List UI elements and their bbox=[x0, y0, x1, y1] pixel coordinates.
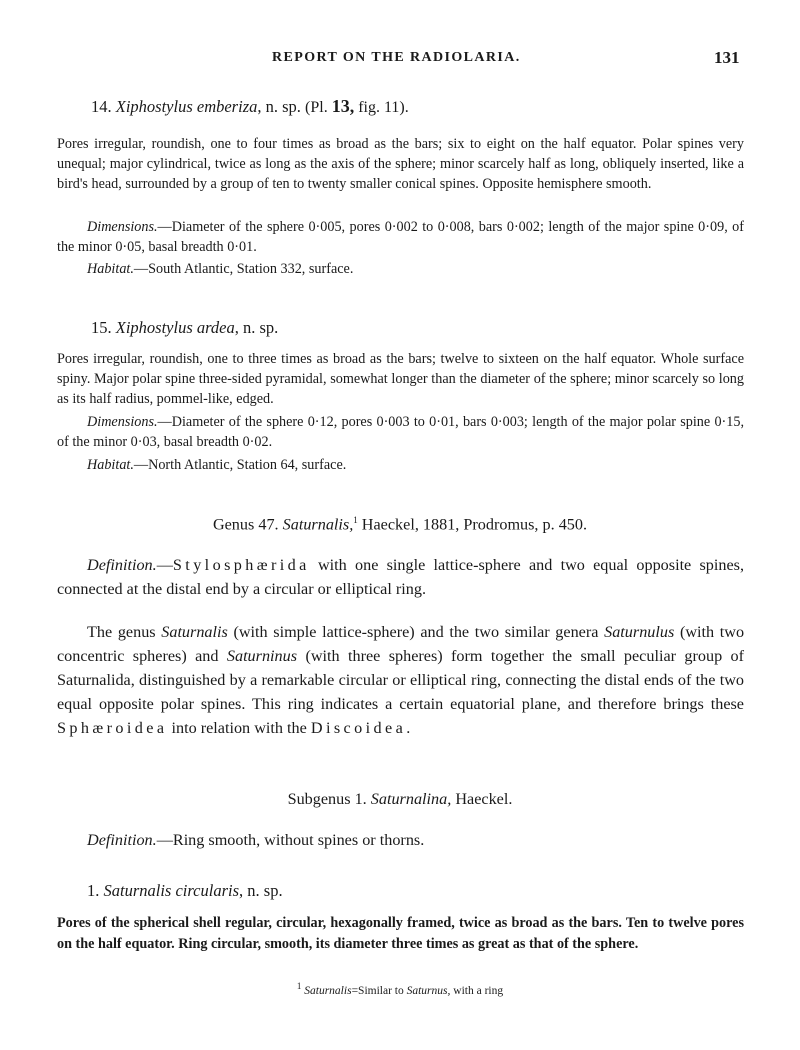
genus-ref-saturnulus: Saturnulus bbox=[604, 623, 675, 641]
genus-ref-saturnalis: Saturnalis bbox=[161, 623, 228, 641]
genus-authority: Haeckel, 1881, Prodromus, p. 450. bbox=[361, 515, 588, 534]
species-15-dimensions: Dimensions.—Diameter of the sphere 0·12, pores 0·003 to 0·01, bars 0·003; length of the major polar spine 0·15, of the minor 0·03, basal breadth 0·02. bbox=[57, 414, 744, 450]
species-name: Xiphostylus ardea bbox=[115, 318, 235, 337]
footnote-compare: Saturnus, bbox=[406, 984, 451, 997]
group-ref-sphaeroidea: Sphæroidea bbox=[57, 719, 168, 737]
species-15-habitat: Habitat.—North Atlantic, Station 64, surface. bbox=[87, 457, 347, 473]
dimensions-label: Dimensions. bbox=[87, 219, 158, 235]
genus-name: Saturnalis, bbox=[282, 515, 354, 534]
subgenus-prefix: Subgenus 1. bbox=[287, 790, 367, 808]
subgenus-1-heading bbox=[0, 790, 800, 809]
group-ref-discoidea: Discoidea bbox=[310, 719, 407, 737]
definition-text: with one single lattice-sphere and two equal opposite spines, connected at the distal end by a circular or elliptical ring. bbox=[57, 556, 745, 598]
species-14-description: Pores irregular, roundish, one to four times as broad as the bars; six to eight on the half equator. Polar spines very unequal; major cylindrical, twice as long as the axis of the sphere; minor scarcely half as long, obliquely inserted, like a bird's head, surrounded by a group of ten to twenty smaller conical spines. Opposite hemisphere smooth. bbox=[57, 136, 744, 192]
species-15-description: Pores irregular, roundish, one to three times as broad as the bars; twelve to sixteen on the half equator. Whole surface spiny. Major polar spine three-sided pyramidal, somewhat longer than the diameter of the sphere; minor scarcely so long as its half radius, pommel-like, edged. bbox=[57, 351, 744, 407]
definition-text: Ring smooth, without spines or thorns. bbox=[172, 831, 425, 849]
species-suffix: , n. sp. bbox=[257, 97, 301, 116]
species-14-dimensions: Dimensions.—Diameter of the sphere 0·005, pores 0·002 to 0·008, bars 0·002; length of the major spine 0·09, of the minor 0·05, basal breadth 0·01. bbox=[57, 219, 744, 255]
running-title: REPORT ON THE RADIOLARIA. bbox=[272, 50, 521, 65]
subgenus-name: Saturnalina, bbox=[370, 790, 452, 808]
page-number: 131 bbox=[714, 48, 740, 67]
genus-47-paragraph: The genus Saturnalis (with simple lattice-sphere) and the two similar genera Saturnulus (with two concentric spheres) and Saturninus (with three spheres) form together the small peculiar group of Saturnalida, distinguished by a remarkable circular or elliptical ring, connecting the distal ends of the two equal opposite polar spines. This ring indicates a certain equatorial plane, and therefore brings these Sphæroidea into relation with the Discoidea. bbox=[57, 623, 745, 737]
plate-reference: (Pl. 13, fig. 11). bbox=[305, 96, 409, 116]
habitat-label: Habitat. bbox=[87, 261, 134, 277]
running-head bbox=[0, 48, 800, 72]
dimensions-label: Dimensions. bbox=[87, 414, 158, 430]
subgenus-authority: Haeckel. bbox=[455, 790, 513, 808]
species-number: 1. bbox=[87, 881, 100, 900]
genus-47-heading bbox=[0, 515, 800, 534]
genus-prefix: Genus 47. bbox=[212, 515, 279, 534]
species-1-description: Pores of the spherical shell regular, circular, hexagonally framed, twice as broad as the bars. Ten to twelve pores on the half equator. Ring circular, smooth, its diameter three times as great as that of the sphere. bbox=[57, 915, 744, 952]
footnote-mark: 1 bbox=[296, 981, 302, 991]
species-name: Xiphostylus emberiza bbox=[115, 97, 258, 116]
definition-label: Definition. bbox=[87, 556, 157, 574]
species-14-heading bbox=[91, 96, 409, 117]
habitat-text: South Atlantic, Station 332, surface. bbox=[148, 261, 354, 277]
definition-label: Definition. bbox=[87, 831, 157, 849]
species-number: 15. bbox=[91, 318, 112, 337]
genus-47-definition: Definition.—Stylosphærida with one single lattice-sphere and two equal opposite spines, connected at the distal end by a circular or elliptical ring. bbox=[57, 556, 745, 598]
species-suffix: , n. sp. bbox=[239, 881, 283, 900]
dimensions-text: Diameter of the sphere 0·12, pores 0·003 to 0·01, bars 0·003; length of the major polar spine 0·15, of the minor 0·03, basal breadth 0·02. bbox=[57, 414, 744, 450]
genus-ref-saturninus: Saturninus bbox=[226, 647, 298, 665]
species-1-heading bbox=[87, 881, 283, 901]
species-15-heading bbox=[91, 318, 278, 338]
subgenus-1-definition: Definition.—Ring smooth, without spines or thorns. bbox=[87, 831, 425, 849]
species-suffix: , n. sp. bbox=[234, 318, 279, 337]
footnote-rest: with a ring bbox=[453, 984, 504, 997]
footnote-mark: 1 bbox=[353, 515, 358, 525]
dimensions-text: Diameter of the sphere 0·005, pores 0·002 to 0·008, bars 0·002; length of the major spine 0·09, of the minor 0·05, basal breadth 0·01. bbox=[57, 219, 744, 255]
habitat-text: North Atlantic, Station 64, surface. bbox=[148, 457, 347, 473]
definition-group: Stylosphærida bbox=[172, 556, 310, 574]
footnote-equals: =Similar to bbox=[351, 984, 404, 997]
habitat-label: Habitat. bbox=[87, 457, 134, 473]
species-14-habitat: Habitat.—South Atlantic, Station 332, surface. bbox=[87, 261, 354, 277]
species-number: 14. bbox=[91, 97, 112, 116]
species-name: Saturnalis circularis bbox=[103, 881, 240, 900]
footnote-term: Saturnalis bbox=[304, 984, 352, 997]
footnote bbox=[0, 981, 800, 997]
